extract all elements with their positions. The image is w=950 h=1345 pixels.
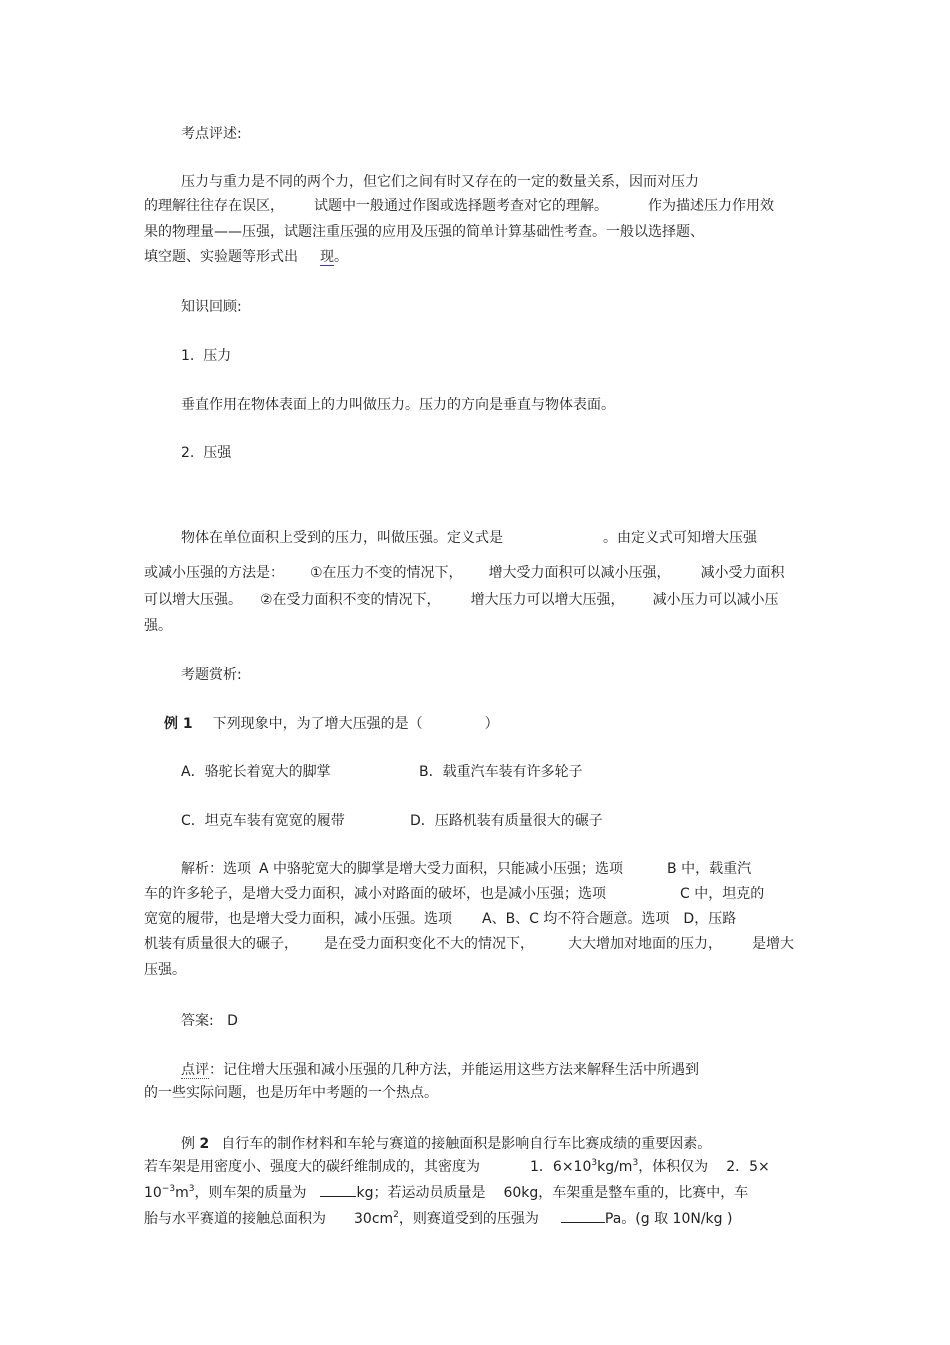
comment-line-2: 的一些实际问题，也是历年中考题的一个热点。 (144, 1085, 438, 1101)
example-2-line-4: 胎与水平赛道的接触总面积为 $30cm^2$，则赛道受到的压强为 Pa。(g 取 10N/kg ) (144, 1210, 733, 1227)
comment-label: 点评 (181, 1062, 209, 1078)
example-1-question: 例 1 下列现象中，为了增大压强的是（ ） (164, 716, 499, 732)
option-c: C．坦克车装有宽宽的履带 (181, 813, 345, 829)
example-2-line-2: 若车架是用密度小、强度大的碳纤维制成的，其密度为 1．$6\times 10^3kg/m^3$，体积仅为 2．5× (144, 1158, 770, 1175)
option-d: D．压路机装有质量很大的碾子 (410, 813, 603, 829)
analysis-line-4: 机装有质量很大的碾子， 是在受力面积变化不大的情况下， 大大增加对地面的压力， 是增大 (144, 936, 794, 952)
pressure-force-description: 垂直作用在物体表面上的力叫做压力。压力的方向是垂直与物体表面。 (181, 397, 615, 413)
pressure-answer-blank[interactable] (561, 1210, 605, 1223)
option-b: B．载重汽车装有许多轮子 (419, 764, 583, 780)
pressure-paragraph-line-1: 物体在单位面积上受到的压力，叫做压强。定义式是 。由定义式可知增大压强 (181, 530, 757, 546)
example-2-label: 例 2 (181, 1136, 210, 1152)
mass-answer-blank[interactable] (320, 1184, 356, 1197)
section-heading-analysis: 考题赏析: (181, 667, 242, 683)
pressure-title: 2. 压强 (181, 445, 232, 461)
analysis-line-3: 宽宽的履带，也是增大受力面积，减小压强。选项 A、B、C 均不符合题意。选项 D，压路 (144, 911, 737, 927)
analysis-line-5: 压强。 (144, 962, 186, 978)
underlined-word: 现 (320, 249, 334, 265)
section-heading-review: 考点评述: (181, 126, 242, 142)
review-paragraph-line-3: 果的物理量——压强，试题注重压强的应用及压强的简单计算基础性考查。一般以选择题、 (144, 224, 704, 240)
review-paragraph-line-1: 压力与重力是不同的两个力，但它们之间有时又存在的一定的数量关系，因而对压力 (181, 174, 699, 190)
comment-line-1: 点评：记住增大压强和减小压强的几种方法，并能运用这些方法来解释生活中所遇到 (181, 1062, 699, 1078)
section-heading-recall: 知识回顾: (181, 299, 242, 315)
pressure-paragraph-line-3: 可以增大压强。 ②在受力面积不变的情况下， 增大压力可以增大压强， 减小压力可以减小压 (144, 592, 779, 608)
example-1-label: 例 1 (164, 716, 193, 732)
analysis-line-2: 车的许多轮子，是增大受力面积，减小对路面的破坏，也是减小压强；选项 C 中，坦克的 (144, 886, 765, 902)
option-a: A．骆驼长着宽大的脚掌 (181, 764, 331, 780)
pressure-force-title: 1. 压力 (181, 348, 232, 364)
analysis-line-1: 解析：选项 A 中骆驼宽大的脚掌是增大受力面积，只能减小压强；选项 B 中，载重汽 (181, 861, 752, 877)
pressure-paragraph-line-4: 强。 (144, 618, 172, 634)
example-2-line-3: $10^{-3}m^3$，则车架的质量为 kg；若运动员质量是 60kg，车架重是整车重的，比赛中，车 (144, 1184, 749, 1201)
review-paragraph-line-2: 的理解往往存在误区， 试题中一般通过作图或选择题考查对它的理解。 作为描述压力作用效 (144, 198, 774, 214)
review-paragraph-line-4: 填空题、实验题等形式出 现。 (144, 249, 348, 265)
example-2-line-1: 例 2 自行车的制作材料和车轮与赛道的接触面积是影响自行车比赛成绩的重要因素。 (181, 1136, 712, 1152)
pressure-paragraph-line-2: 或减小压强的方法是： ①在压力不变的情况下， 增大受力面积可以减小压强， 减小受力面积 (144, 565, 785, 581)
answer: 答案: D (181, 1013, 238, 1029)
